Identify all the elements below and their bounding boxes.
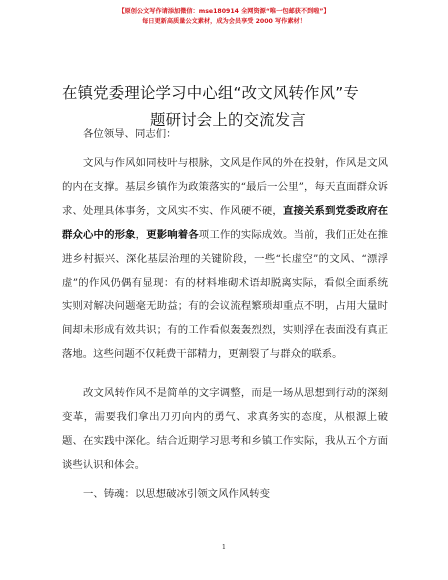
paragraph-1-text-a: 文风与作风如同枝叶与根脉，文风是作风的外在投射，作风是文风的内在支撑。基层乡镇作为政策落实的“最后一公里”，每天直面群众诉求、处理具体事务，文风实不实、作风硬不硬， bbox=[62, 157, 388, 217]
paragraph-1-emphasis-b: 更影响着各 bbox=[146, 228, 199, 241]
paragraph-1-emphasis-a: 直接关系到党委政府在群众心中的形象 bbox=[62, 204, 389, 241]
page-number: 1 bbox=[221, 543, 227, 551]
section-heading-1: 一、铸魂：以思想破冰引领文风作风转变 bbox=[83, 488, 271, 500]
paragraph-1-text-c: 项工作的实际成效。当前，我们正处在推进乡村振兴、深化基层治理的关键阶段，一些“长虚空”的文风、“漂浮虚”的作风仍偶有显现：有的材料堆砌术语却脱离实际，看似全面系统实则对解决问题毫无助益；有的会议流程繁琐却重点不明，占用大量时间却未形成有效共识；有的工作看似轰轰烈烈，实则浮在表面没有真正落地。这些问题不仅耗费干部精力，更割裂了与群众的联系。 bbox=[62, 228, 389, 361]
paragraph-2: 改文风转作风不是简单的文字调整，而是一场从思想到行动的深刻变革，需要我们拿出刀刃向内的勇气、求真务实的态度，从根源上破题、在实践中深化。结合近期学习思考和乡镇工作实际，我从五个方面谈些认识和体会。 bbox=[62, 387, 388, 471]
promo-banner-line-1: 【原创公文写作请添加微信：mse180914 全网资源“唯一包邮获不到啦”】 bbox=[118, 8, 330, 15]
paragraph-1 bbox=[62, 152, 388, 367]
paragraph-1-text-b: ， bbox=[135, 228, 147, 241]
promo-banner bbox=[0, 7, 448, 27]
promo-banner-line-2: 每日更新高质量公文素材，成为会员享受 2000 写作素材！ bbox=[142, 18, 306, 25]
salutation: 各位领导、同志们： bbox=[83, 128, 177, 140]
document-title-line-2: 题研讨会上的交流发言 bbox=[150, 111, 306, 129]
document-title-line-1: 在镇党委理论学习中心组“改文风转作风”专 bbox=[62, 84, 359, 102]
